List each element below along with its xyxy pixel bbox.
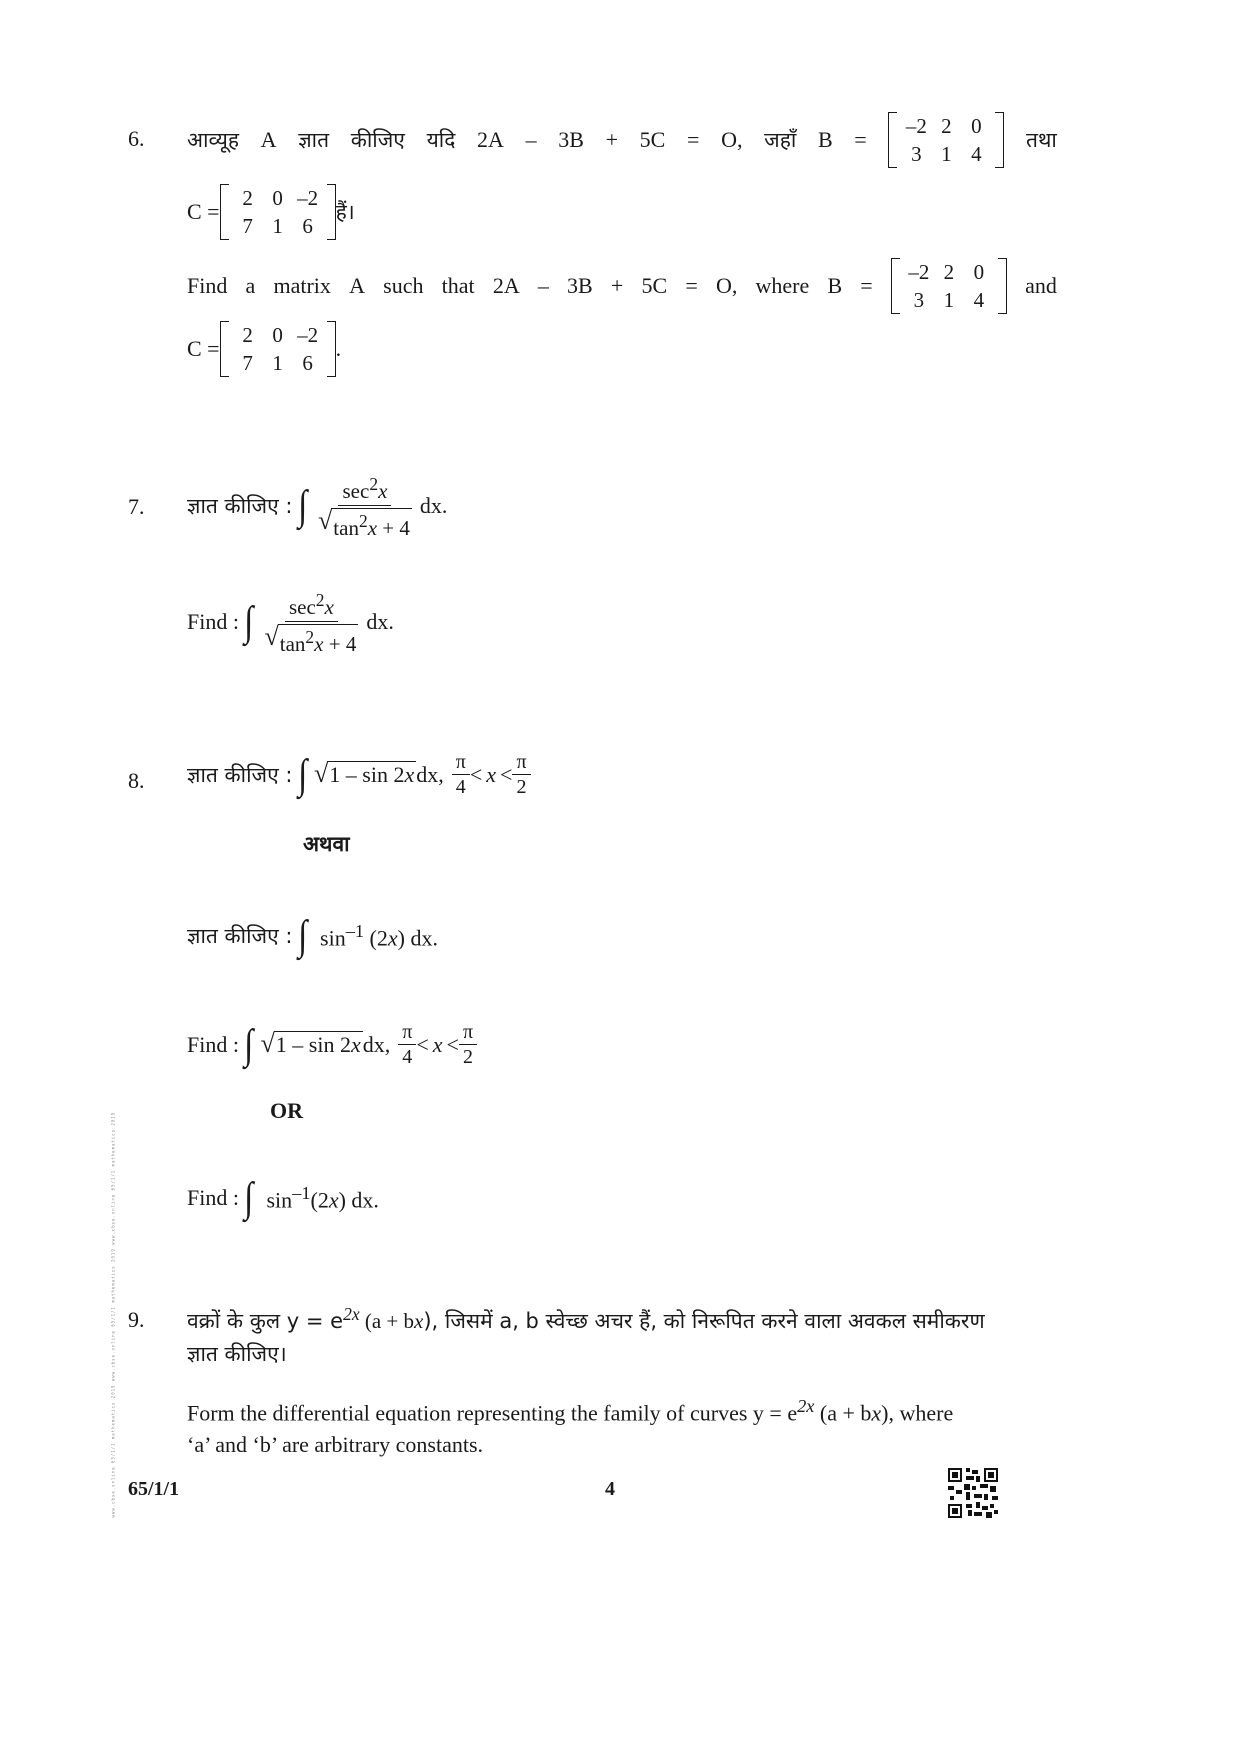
integral-sign-icon: ∫ bbox=[297, 483, 307, 529]
q9-english-line-1 bbox=[187, 1396, 953, 1426]
matrix-cell: 1 bbox=[943, 288, 955, 312]
matrix-cell: 4 bbox=[971, 142, 982, 166]
text: x bbox=[871, 1400, 882, 1426]
q7-english-expr bbox=[187, 588, 394, 656]
qr-code-icon bbox=[948, 1468, 998, 1518]
text: C = bbox=[187, 336, 220, 361]
question-number: 8. bbox=[128, 768, 145, 793]
text: . bbox=[441, 493, 448, 518]
text: such bbox=[383, 273, 424, 298]
integral-sign-icon: ∫ bbox=[244, 1021, 254, 1068]
text: x bbox=[486, 761, 497, 787]
q6-english-line-2 bbox=[187, 321, 341, 377]
q8-english-expr bbox=[187, 1022, 477, 1067]
q6-hindi-line-2 bbox=[187, 184, 355, 240]
q6-english-line-1 bbox=[187, 258, 1057, 314]
margin-strip bbox=[108, 110, 116, 1520]
question-number: 6. bbox=[128, 126, 145, 151]
text: (a + b bbox=[814, 1400, 872, 1426]
text: . bbox=[388, 609, 394, 634]
q8-hindi-alt-expr bbox=[187, 915, 438, 957]
text: 2x bbox=[343, 1304, 360, 1324]
text: = bbox=[685, 273, 698, 298]
page-number: 4 bbox=[605, 1478, 615, 1500]
matrix-cell: 7 bbox=[242, 351, 253, 375]
text: – bbox=[525, 127, 537, 152]
matrix-cell: 0 bbox=[971, 114, 982, 138]
text: ज्ञात कीजिए : bbox=[187, 762, 293, 787]
matrix-cell: 2 bbox=[943, 260, 955, 284]
sqrt-icon: √ bbox=[264, 622, 279, 651]
text: Find bbox=[187, 273, 228, 298]
text: ज्ञात कीजिए : bbox=[187, 924, 293, 948]
integral-sign-icon: ∫ bbox=[244, 599, 254, 645]
or-hindi: अथवा bbox=[303, 832, 350, 856]
q9-english-line-2: ‘a’ and ‘b’ are arbitrary constants. bbox=[187, 1432, 484, 1457]
text: कीजिए bbox=[350, 128, 405, 152]
matrix-cell: 4 bbox=[973, 288, 985, 312]
margin-strip-text: www.cbse.online 65/1/1 mathematics 2019 www.cbse.online 65/1/1 mathematics 2019 www.cbse.online 65/1/1 mathematics 2019 bbox=[110, 1111, 116, 1518]
text: ज्ञात कीजिए : bbox=[187, 494, 293, 518]
integral-sign-icon: ∫ bbox=[244, 1175, 254, 1221]
sqrt-expr: √ 1 – sin 2x bbox=[260, 1029, 361, 1058]
matrix-cell: 6 bbox=[302, 351, 313, 375]
matrix-cell: 1 bbox=[272, 351, 283, 375]
question-number: 7. bbox=[128, 494, 145, 519]
matrix-cell: 2 bbox=[941, 114, 952, 138]
matrix-cell: 2 bbox=[242, 323, 253, 347]
matrix-cell: 7 bbox=[242, 214, 253, 238]
text: Form the differential equation representing the family of curves y = e bbox=[187, 1400, 798, 1426]
text: यदि bbox=[426, 128, 456, 152]
q8-english-alt-expr bbox=[187, 1177, 379, 1219]
text: B bbox=[817, 127, 833, 152]
text: तथा bbox=[1026, 128, 1057, 152]
text: where bbox=[755, 273, 810, 298]
text: ), where bbox=[881, 1400, 954, 1426]
text: 3B bbox=[558, 127, 584, 152]
matrix-cell: 0 bbox=[973, 260, 985, 284]
matrix-cell: 0 bbox=[272, 186, 283, 210]
text: dx bbox=[366, 609, 389, 634]
text: matrix bbox=[273, 273, 331, 298]
text: = bbox=[860, 273, 873, 298]
matrix-cell: –2 bbox=[297, 186, 319, 210]
fraction: $\frac{\pi}{4}$ bbox=[452, 752, 470, 797]
matrix-cell: 0 bbox=[272, 323, 283, 347]
text: < bbox=[446, 1031, 459, 1057]
text: (a + b bbox=[359, 1309, 415, 1333]
text: = bbox=[686, 127, 700, 152]
text: हैं। bbox=[335, 200, 355, 224]
matrix-cell: –2 bbox=[908, 260, 930, 284]
q8-hindi-expr bbox=[187, 752, 531, 797]
question-number: 9. bbox=[128, 1307, 145, 1332]
integral-sign-icon: ∫ bbox=[297, 913, 307, 959]
text: a bbox=[245, 273, 256, 298]
q9-hindi-line-1 bbox=[187, 1304, 985, 1335]
fraction: $\frac{\pi}{2}$ bbox=[459, 1022, 477, 1067]
matrix-cell: 3 bbox=[911, 142, 922, 166]
text: आव्यूह bbox=[187, 128, 239, 152]
matrix-cell: –2 bbox=[297, 323, 319, 347]
text: A bbox=[260, 127, 277, 152]
q6-hindi-line-1 bbox=[187, 112, 1057, 168]
text: x bbox=[414, 1309, 424, 1333]
paper-code: 65/1/1 bbox=[128, 1478, 180, 1500]
text: O, bbox=[721, 127, 743, 152]
text: B bbox=[827, 273, 843, 298]
matrix-cell: –2 bbox=[905, 114, 927, 138]
matrix-b bbox=[888, 112, 1004, 168]
q9-hindi-line-2: ज्ञात कीजिए। bbox=[187, 1342, 287, 1366]
matrix-c bbox=[220, 184, 336, 240]
text: 2x bbox=[797, 1396, 815, 1416]
text: dx, bbox=[362, 1031, 391, 1057]
fraction: $\frac{\pi}{4}$ bbox=[398, 1022, 416, 1067]
matrix-cell: 1 bbox=[941, 142, 952, 166]
text: 5C bbox=[641, 273, 668, 298]
text: वक्रों के कुल y = e bbox=[187, 1309, 344, 1333]
text: ज्ञात bbox=[298, 128, 330, 152]
text: 2A bbox=[492, 273, 520, 298]
text: 2A bbox=[477, 127, 504, 152]
text: C = bbox=[187, 199, 220, 224]
text: $\sin^{-1}(2x)$ dx. bbox=[266, 1182, 379, 1213]
q7-hindi-expr bbox=[187, 472, 447, 540]
text: < bbox=[416, 1031, 429, 1057]
text: A bbox=[349, 273, 365, 298]
text: that bbox=[441, 273, 475, 298]
text: + bbox=[610, 273, 624, 298]
text: Find : bbox=[187, 1031, 239, 1057]
text: and bbox=[1025, 273, 1057, 298]
text: 3B bbox=[567, 273, 593, 298]
matrix-cell: 2 bbox=[242, 186, 253, 210]
text: ), जिसमें a, b स्वेच्छ अचर हैं, को निरूपित करने वाला अवकल समीकरण bbox=[423, 1309, 985, 1333]
text: < bbox=[500, 761, 513, 787]
sqrt-expr: √ 1 – sin 2x bbox=[314, 759, 415, 788]
text: + bbox=[605, 127, 618, 152]
text: O, bbox=[715, 273, 738, 298]
text: Find : bbox=[187, 609, 239, 634]
text: Find : bbox=[187, 1185, 239, 1210]
text: = bbox=[854, 127, 867, 152]
text: < bbox=[469, 761, 483, 787]
fraction: $\frac{\pi}{2}$ bbox=[512, 752, 530, 797]
text: जहाँ bbox=[764, 128, 797, 152]
matrix-b bbox=[891, 258, 1007, 314]
text: $\sin^{-1} (2x)$ dx. bbox=[320, 920, 438, 951]
fraction: $\sec^2x$ √ $\tan^2x + 4$ bbox=[318, 474, 410, 540]
text: x bbox=[432, 1031, 443, 1057]
text: dx, bbox=[416, 761, 444, 787]
or-english: OR bbox=[270, 1098, 303, 1123]
text: dx bbox=[419, 493, 442, 518]
text: . bbox=[335, 336, 342, 361]
sqrt-icon: √ bbox=[314, 759, 329, 788]
fraction: $\sec^2x$ √ $\tan^2x + 4$ bbox=[264, 590, 357, 656]
sqrt-icon: √ bbox=[318, 506, 333, 535]
text: – bbox=[537, 273, 549, 298]
matrix-cell: 6 bbox=[302, 214, 313, 238]
sqrt-icon: √ bbox=[260, 1029, 275, 1058]
matrix-c bbox=[220, 321, 336, 377]
integral-sign-icon: ∫ bbox=[297, 751, 307, 798]
matrix-cell: 3 bbox=[913, 288, 925, 312]
text: 5C bbox=[639, 127, 666, 152]
matrix-cell: 1 bbox=[272, 214, 283, 238]
